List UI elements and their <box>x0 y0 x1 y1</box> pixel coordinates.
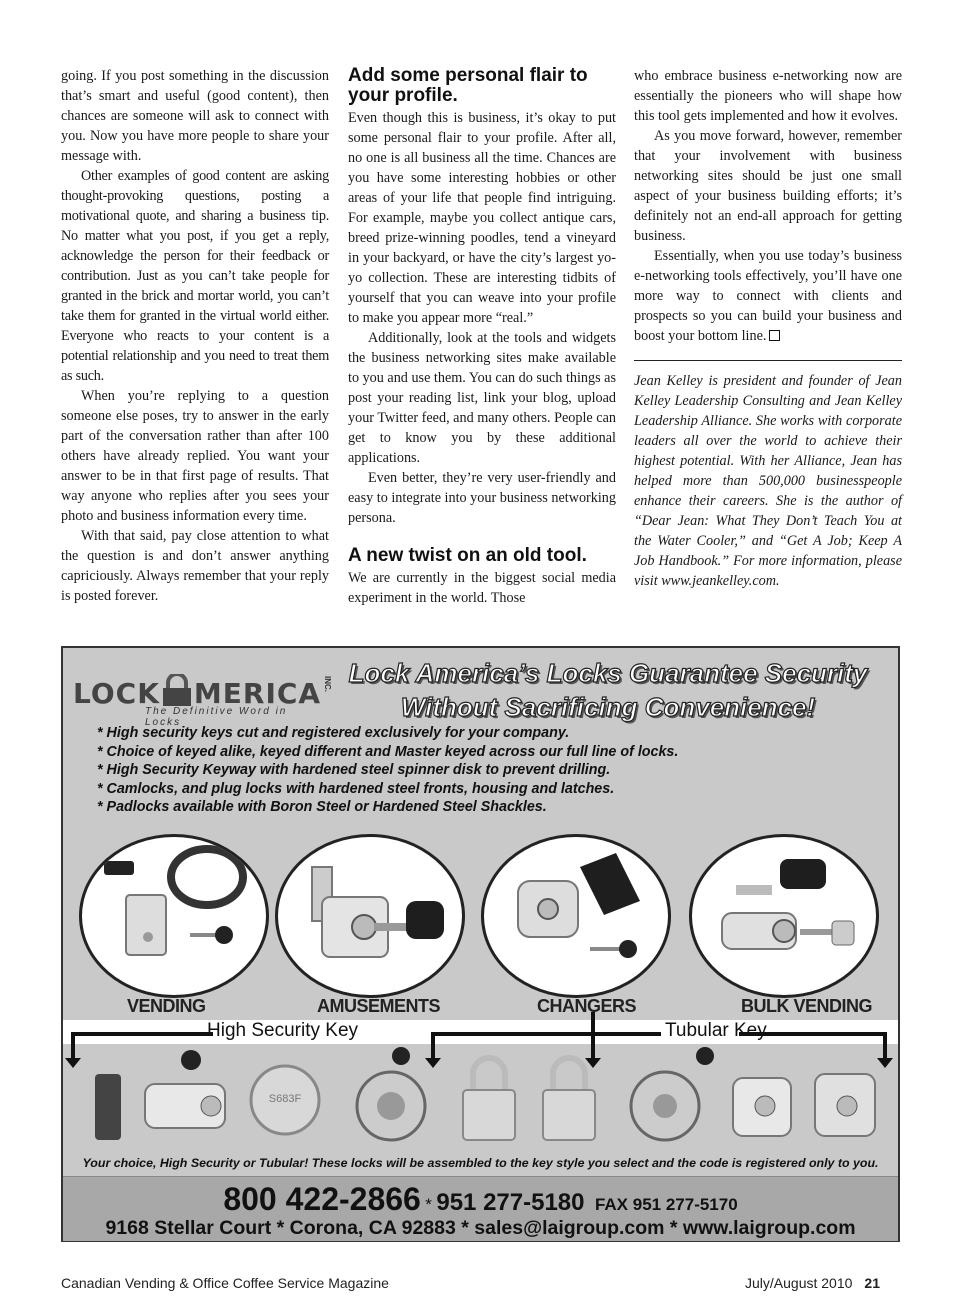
feature-list <box>97 724 678 817</box>
ad-headline-2: Without Sacrificing Convenience! <box>400 692 816 722</box>
paragraph: When you’re replying to a question someone else poses, try to answer in the early part of the conversation rather than after 100 others have already replied. You want your answer to be in that first page of results. That way anyone who replies after you sees your photo and business information every time. <box>61 388 329 524</box>
article-column-3 <box>634 66 902 591</box>
paragraph: We are currently in the biggest social media experiment in the world. Those <box>348 570 616 606</box>
contact-bar <box>63 1176 898 1241</box>
phone-alt: 951 277-5180 <box>436 1189 585 1216</box>
paragraph: going. If you post something in the discussion that’s smart and useful (good content), then chances are someone will ask to connect with you. Now you have more people to share your message with. <box>61 68 329 164</box>
feature-item: * High security keys cut and registered exclusively for your company. <box>97 725 570 741</box>
section-heading: A new twist on an old tool. <box>348 545 587 566</box>
magazine-name: Canadian Vending & Office Coffee Service Magazine <box>61 1275 389 1291</box>
author-bio: Jean Kelley is president and founder of Jean Kelley Leadership Consulting and Jean Kelley Leadership Alliance. She works with corporate leaders all over the world to achieve their highest potential. With her Alliance, Jean has helped more than 500,000 businesspeople enhance their careers. She is the author of “Dear Jean: What They Don’t Teach You at the Water Cooler,” and “Get A Job; Keep A Job Handbook.” For more information, please visit www.jeankelley.com. <box>634 373 902 589</box>
article-column-2 <box>348 66 616 608</box>
page-number: 21 <box>864 1275 880 1291</box>
fax-number: FAX 951 277-5170 <box>594 1195 738 1214</box>
feature-item: * Choice of keyed alike, keyed different and Master keyed across our full line of locks. <box>97 743 679 760</box>
amusements-lock-image <box>278 837 465 998</box>
paragraph: As you move forward, however, remember that your involvement with business networking sites should be just one small aspect of your business building efforts; it’s definitely not an end-all approach for getting business. <box>634 128 902 244</box>
lock-lineup-image <box>85 1044 885 1152</box>
changers-lock-image <box>484 837 671 998</box>
padlock-logo-icon <box>160 674 194 706</box>
tubular-key-label: Tubular Key <box>665 1020 767 1041</box>
changers-lock-photo <box>481 834 671 998</box>
paragraph: Even better, they’re very user-friendly and easy to integrate into your business networking persona. <box>348 470 616 526</box>
feature-item: * Camlocks, and plug locks with hardened steel fronts, housing and latches. <box>97 780 615 797</box>
logo-text: LOCK MERICA <box>73 674 321 710</box>
amusements-lock-photo <box>275 834 465 998</box>
category-bulk-vending: BULK VENDING <box>741 996 873 1016</box>
phone-line <box>63 1181 898 1218</box>
category-vending: VENDING <box>127 996 206 1016</box>
paragraph-text: Essentially, when you use today’s business e-networking tools effectively, you’ll have one more way to connect with clients and prospects so you can build your business and boost your bottom line. <box>634 248 902 344</box>
category-amusements: AMUSEMENTS <box>317 996 441 1016</box>
logo-inc: INC. <box>323 676 332 692</box>
end-mark-icon <box>769 330 780 341</box>
bulk-vending-lock-photo <box>689 834 879 998</box>
feature-item: * High Security Keyway with hardened steel spinner disk to prevent drilling. <box>97 762 611 778</box>
paragraph: Even though this is business, it’s okay to put some personal flair to your profile. After all, no one is all business all the time. Chances are you have some interesting hobbies or other areas of your life that people find intriguing. For example, maybe you collect antique cars, breed prize-winning poodles, tend a vineyard in your backyard, or have the city’s largest yo-yo collection. These are interesting tidbits of yourself that you can weave into your profile to make you appear more “real.” <box>348 110 616 326</box>
padlock-stamp: S683F <box>268 1093 302 1105</box>
issue-date: July/August 2010 <box>745 1275 853 1291</box>
vending-lock-photo <box>79 834 269 998</box>
vending-lock-image <box>82 837 269 998</box>
bulk-vending-lock-image <box>692 837 879 998</box>
ad-headline-1: Lock America’s Locks Guarantee Security <box>348 658 868 688</box>
high-security-key-label: High Security Key <box>207 1020 359 1041</box>
logo-tagline: The Definitive Word in Locks <box>145 706 288 728</box>
paragraph: who embrace business e-networking now are essentially the pioneers who will shape how this tool gets implemented and how it evolves. <box>634 68 902 124</box>
address-line: 9168 Stellar Court * Corona, CA 92883 * sales@laigroup.com * www.laigroup.com <box>105 1217 856 1239</box>
section-heading: Add some personal flair to your profile. <box>348 65 588 106</box>
paragraph: Additionally, look at the tools and widgets the business networking sites make available to you and use them. You can do such things as post your reading list, link your blog, upload your Twitter feed, and many others. People can get to know you by these additional applications. <box>348 330 616 466</box>
feature-item: * Padlocks available with Boron Steel or Hardened Steel Shackles. <box>97 799 547 815</box>
choice-text: Your choice, High Security or Tubular! These locks will be assembled to the key style you select and the code is registered only to you. <box>82 1156 879 1170</box>
phone-main: 800 422-2866 <box>223 1181 421 1217</box>
paragraph: Other examples of good content are asking thought-provoking questions, posting a motivational quote, and sharing a business tip. No matter what you post, if you get a reply, acknowledge the person for their feedback or contribution. Just as you can’t take people for granted in the brick and mortar world, you can’t take them for granted in the virtual world either. Everyone who reacts to your content is a potential relationship and you need to treat them as such. <box>61 168 329 384</box>
phone-separator: * <box>425 1195 432 1214</box>
article-column-1 <box>61 66 329 606</box>
issue-and-page <box>745 1275 880 1291</box>
category-changers: CHANGERS <box>537 996 637 1016</box>
paragraph <box>634 246 902 346</box>
lock-america-logo <box>73 674 332 728</box>
lock-america-ad <box>61 646 900 1242</box>
divider <box>634 360 902 361</box>
paragraph: With that said, pay close attention to what the question is and don’t answer anything capriciously. Always remember that your reply is posted forever. <box>61 528 329 604</box>
